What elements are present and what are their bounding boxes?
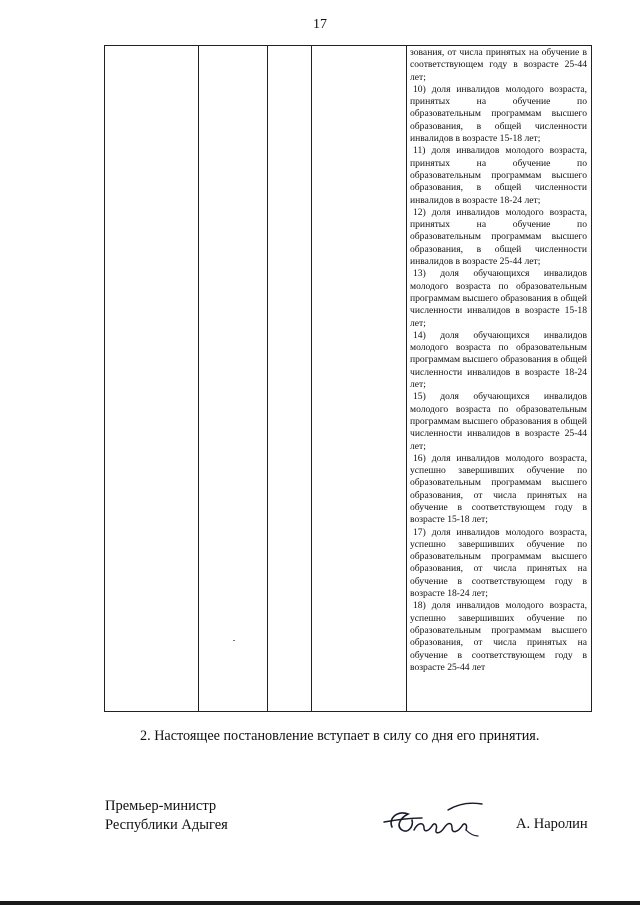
signer-name: А. Наролин [516,816,588,832]
table-column-divider [406,46,407,711]
scan-bottom-edge [0,901,640,905]
indicator-paragraph: 11) доля инвалидов молодого возраста, принятых на обучение по образовательным программам высшего образования, в общей численности инвалидов в возрасте 18-24 лет; [410,145,587,206]
page-number: 17 [313,17,327,32]
indicator-paragraph: 14) доля обучающихся инвалидов молодого возраста по образовательным программам высшего образования в общей численности инвалидов в возрасте 18-24 лет; [410,329,587,391]
indicator-paragraph: зования, от числа принятых на обучение в соответствующем году в возрасте 25-44 лет; [410,47,587,83]
indicator-paragraph: 17) доля инвалидов молодого возраста, успешно завершивших обучение по образовательным программам высшего образования, от числа принятых на обучение в соответствующем году в возрасте 18-24 лет; [410,526,587,600]
signer-title-line: Премьер-министр [105,798,217,814]
indicator-paragraph: 18) доля инвалидов молодого возраста, успешно завершивших обучение по образовательным программам высшего образования, от числа принятых на обучение в соответствующем году в возрасте 25-44 лет [410,600,587,673]
indicator-paragraph: 13) доля обучающихся инвалидов молодого возраста по образовательным программам высшего образования в общей численности инвалидов в возрасте 15-18 лет; [410,268,587,329]
table-column-divider [311,46,312,711]
decree-effective-clause: 2. Настоящее постановление вступает в силу со дня его принятия. [140,728,540,744]
indicator-paragraph: 16) доля инвалидов молодого возраста, успешно завершивших обучение по образовательным программам высшего образования, от числа принятых на обучение в соответствующем году в возрасте 15-18 лет; [410,452,587,526]
scan-speck [233,640,235,641]
signer-title-line: Республики Адыгея [105,817,228,833]
indicator-paragraph: 15) доля обучающихся инвалидов молодого возраста по образовательным программам высшего образования в общей численности инвалидов в возрасте 25-44 лет; [410,391,587,452]
table-column-divider [198,46,199,711]
handwritten-signature [378,796,488,842]
table-column-divider [267,46,268,711]
indicator-paragraph: 10) доля инвалидов молодого возраста, принятых на обучение по образовательным программам высшего образования, в общей численности инвалидов в возрасте 15-18 лет; [410,83,587,145]
signer-title [105,797,228,835]
indicators-table [104,45,592,712]
indicators-cell [410,47,587,711]
indicator-paragraph: 12) доля инвалидов молодого возраста, принятых на обучение по образовательным программам высшего образования, в общей численности инвалидов в возрасте 25-44 лет; [410,206,587,268]
